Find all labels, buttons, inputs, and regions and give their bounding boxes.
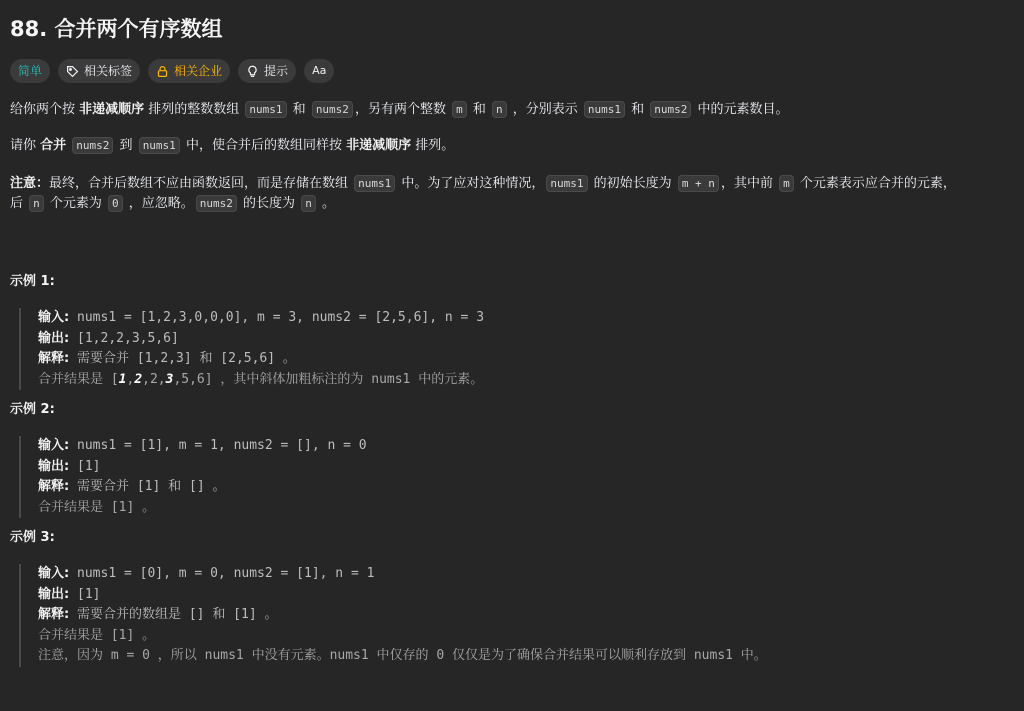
tag-icon [66,65,79,78]
text: ,5,6] ，其中斜体加粗标注的为 nums1 中的元素。 [173,371,484,387]
text: 和 [288,102,310,117]
text: 个元素表示应合并的元素， [795,176,956,191]
related-tags-label: 相关标签 [84,64,133,78]
text: 的初始长度为 [589,176,676,191]
explanation-value: 需要合并 [1] 和 [] 。 [69,479,226,494]
example-note: 注意，因为 m = 0 ，所以 nums1 中没有元素。nums1 中仅存的 0 仅仅是为了确保合并结果可以顺利存放到 nums1 中。 [38,648,767,663]
bold-text: 非递减顺序 [346,138,412,153]
example-input [38,436,1014,457]
hint-label: 提示 [264,64,289,78]
inline-code: nums2 [312,101,353,118]
input-value: nums1 = [1], m = 1, nums2 = [], n = 0 [69,438,367,453]
text: 到 [115,138,137,153]
text: ，分别表示 [508,102,582,117]
example-block [19,436,1014,518]
example-input [38,308,1014,329]
inline-code: nums1 [245,101,286,118]
inline-code: 0 [108,195,123,212]
inline-code: nums1 [584,101,625,118]
bold-text: 合并 [40,138,67,153]
text: 后 [10,196,28,211]
text: ，其中前 [720,176,778,191]
text: 和 [468,102,490,117]
explanation-label: 解释: [38,607,70,622]
text: 中的元素数目。 [693,102,789,117]
text: 中。为了应对这种情况， [397,176,545,191]
example-title: 示例 1: [10,274,55,289]
example-title: 示例 2: [10,402,55,417]
example-input [38,564,1014,585]
inline-code: nums2 [650,101,691,118]
text: 给你两个按 [10,102,80,117]
text: ，应忽略。 [124,196,194,211]
translate-button[interactable] [304,59,334,83]
inline-code: nums1 [354,175,395,192]
example-extra: 合并结果是 [1] 。 [38,499,156,515]
input-value: nums1 = [0], m = 0, nums2 = [1], n = 1 [69,566,375,581]
explanation-label: 解释: [38,351,70,366]
problem-title: 88. 合并两个有序数组 [10,17,223,41]
highlighted-number: 1 [118,371,127,387]
output-value: [1,2,2,3,5,6] [69,330,179,346]
inline-code: m + n [678,175,719,192]
lightbulb-icon [246,65,259,78]
inline-code: n [301,195,316,212]
inline-code: n [492,101,507,118]
highlighted-number: 2 [134,371,143,387]
input-label: 输入: [38,310,70,325]
inline-code: m [779,175,794,192]
lock-icon [156,65,169,78]
inline-code: nums2 [72,137,113,154]
note-label: 注意： [10,176,50,191]
inline-code: nums2 [196,195,237,212]
example-block [19,564,1014,667]
related-companies-button[interactable] [148,59,230,83]
text: 排列。 [411,138,455,153]
output-label: 输出: [38,330,70,346]
text: 排列的整数数组 [144,102,244,117]
explanation-value: 需要合并 [1,2,3] 和 [2,5,6] 。 [69,351,296,366]
description-paragraph-1 [10,100,1014,120]
example-title: 示例 3: [10,530,55,545]
example-explanation [38,477,1014,498]
translate-icon: Aa [312,64,327,77]
text: 和 [626,102,649,117]
example-output [38,329,1014,350]
text: 的长度为 [238,196,300,211]
output-value: [1] [69,586,101,602]
output-label: 输出: [38,458,70,474]
input-value: nums1 = [1,2,3,0,0,0], m = 3, nums2 = [2,5,6], n = 3 [69,310,485,325]
text: 最终，合并后数组不应由函数返回，而是存储在数组 [49,176,353,191]
description-note [10,174,1014,214]
text: ,2, [142,371,166,387]
example-extra: 合并结果是 [1] 。 [38,627,156,643]
input-label: 输入: [38,438,70,453]
inline-code: nums1 [139,137,180,154]
hint-button[interactable] [238,59,296,83]
text: 个元素为 [45,196,107,211]
text: 合并结果是 [ [38,371,119,387]
explanation-label: 解释: [38,479,70,494]
tag-row [10,59,1014,83]
text: ，另有两个整数 [354,102,451,117]
output-value: [1] [69,458,101,474]
text: 中，使合并后的数组同样按 [181,138,347,153]
text: 请你 [10,138,41,153]
inline-code: nums1 [546,175,587,192]
input-label: 输入: [38,566,70,581]
example-extra [38,370,1014,391]
description-paragraph-2 [10,136,1014,156]
example-output [38,457,1014,478]
example-explanation [38,349,1014,370]
explanation-value: 需要合并的数组是 [] 和 [1] 。 [69,607,278,622]
example-explanation [38,605,1014,626]
related-companies-label: 相关企业 [174,64,223,78]
text: , [126,371,135,387]
example-block [19,308,1014,390]
example-output [38,585,1014,606]
inline-code: m [452,101,467,118]
difficulty-badge[interactable]: 简单 [10,59,50,83]
bold-text: 非递减顺序 [79,102,145,117]
inline-code: n [29,195,44,212]
highlighted-number: 3 [165,371,174,387]
related-tags-button[interactable] [58,59,140,83]
output-label: 输出: [38,586,70,602]
text: 。 [317,196,335,211]
